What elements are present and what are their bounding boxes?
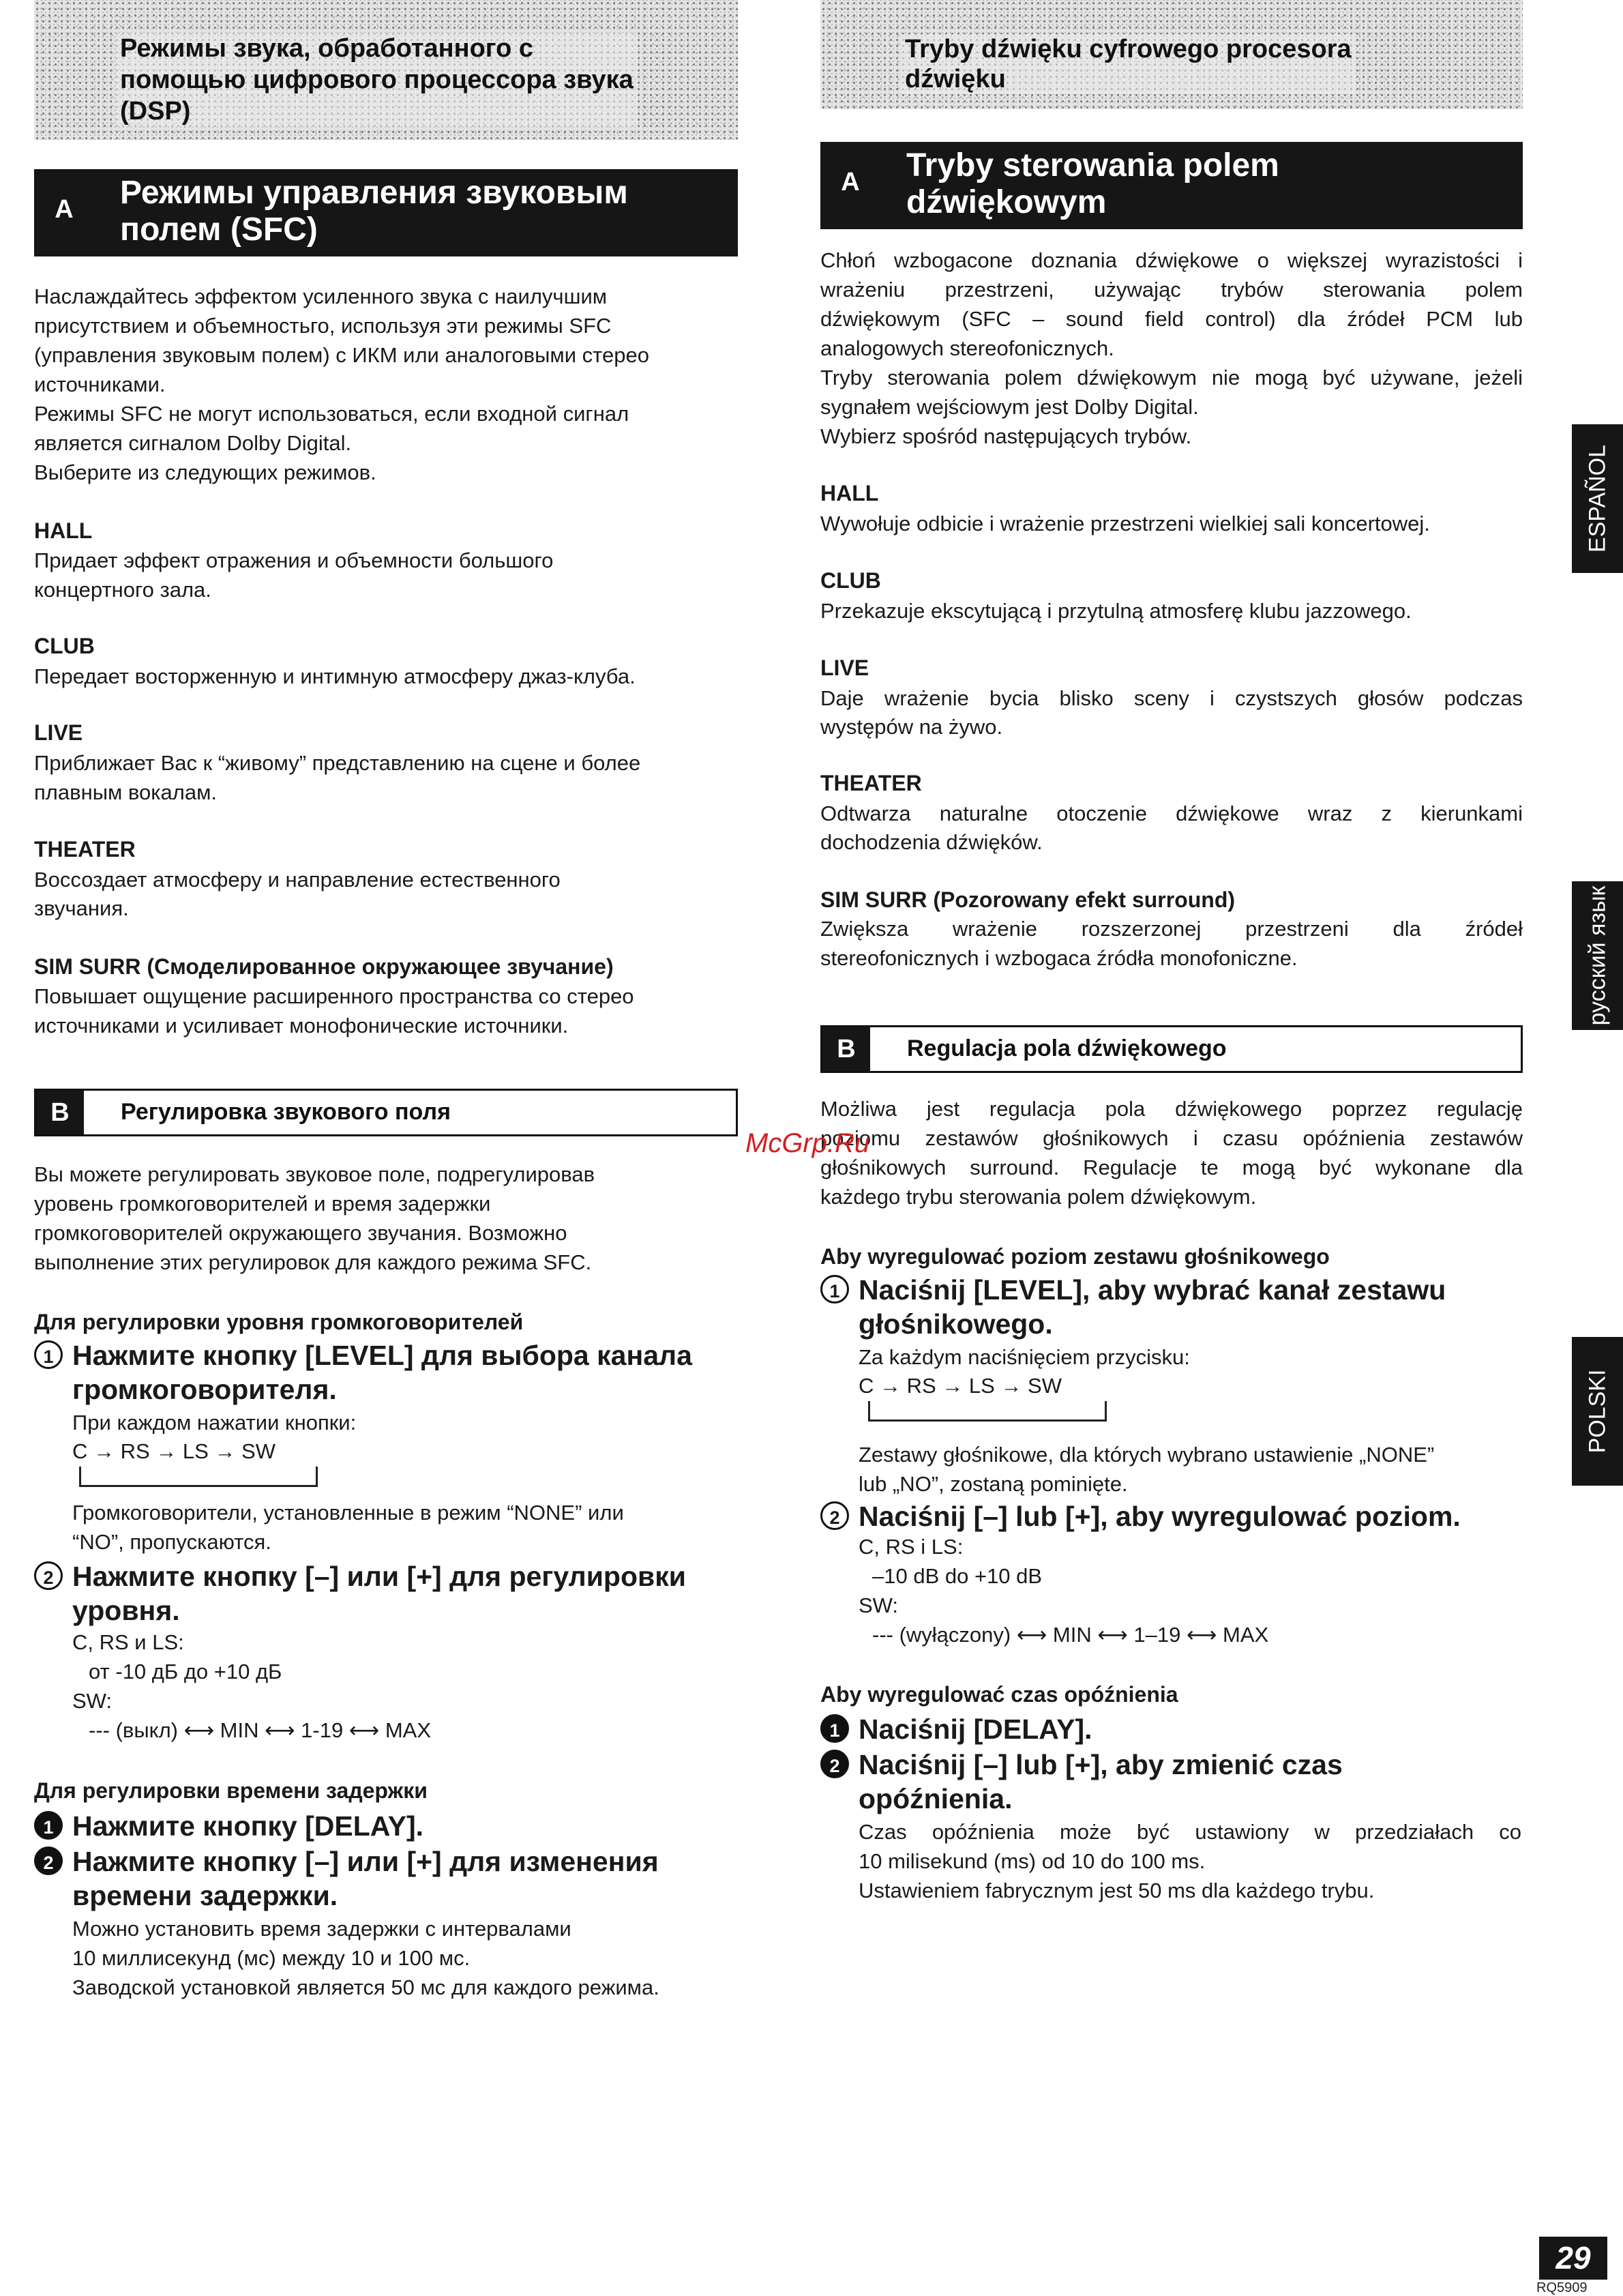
mode-desc: Придает эффект отражения и объемности большого [34,548,554,572]
mode-name: LIVE [34,720,83,745]
mode-desc: плавным вокалам. [34,780,218,804]
step-text: Можно установить время задержки с интервалами [72,1917,571,1941]
step-text: --- (выкл) ⟷ MIN ⟷ 1-19 ⟷ MAX [89,1718,432,1742]
section-a-header-ru [34,169,738,256]
level-heading: Для регулировки уровня громкоговорителей [34,1310,524,1334]
mode-name: CLUB [34,634,95,658]
intro-line: Режимы SFC не могут использоваться, если входной сигнал [34,402,629,426]
delay-step-1: 1 Нажмите кнопку [DELAY]. [34,1809,423,1843]
step-text: 10 milisekund (ms) od 10 do 100 ms. [859,1849,1206,1873]
delay-step-1: 1 Naciśnij [DELAY]. [820,1712,1092,1746]
dsp-banner-pl [820,0,1523,109]
step-text: C, RS i LS: [859,1535,964,1559]
step-text: от -10 дБ до +10 дБ [89,1660,282,1683]
section-a-title: Режимы управления звуковым полем (SFC) [120,175,628,248]
mode-name: LIVE [820,656,869,680]
language-tab-polski: POLSKI [1572,1337,1623,1486]
step-note: lub „NO”, zostaną pominięte. [859,1472,1128,1496]
intro-line: sygnałem wejściowym jest Dolby Digital. [820,395,1199,419]
step-number: 2 [34,1561,63,1590]
step-text: –10 dB do +10 dB [872,1564,1043,1588]
b-intro-line: Możliwa jest regulacja pola dźwiękowego poprzez regulację [820,1097,1523,1121]
section-b-letter: B [822,1027,870,1071]
step-number: 1 [820,1714,849,1743]
intro-line: Wybierz spośród następujących trybów. [820,424,1192,448]
mode-desc: dochodzenia dźwięków. [820,830,1043,854]
mode-desc: stereofonicznych i wzbogaca źródła monofoniczne. [820,946,1298,970]
level-step-2: 2 Naciśnij [–] lub [+], aby wyregulować poziom. [820,1499,1461,1533]
sequence-loop-arrow [868,1401,1107,1422]
level-step-1: 1 Naciśnij [LEVEL], aby wybrać kanał zestawu głośnikowego. [820,1273,1446,1341]
intro-line: Tryby sterowania polem dźwiękowym nie mogą być używane, jeżeli [820,366,1523,389]
mode-desc: Daje wrażenie bycia blisko sceny i czystszych głosów podczas [820,686,1523,710]
delay-step-2: 2 Нажмите кнопку [–] или [+] для изменения времени задержки. [34,1844,659,1913]
step-text: 10 миллисекунд (мс) между 10 и 100 мс. [72,1946,471,1970]
mode-desc: звучания. [34,896,129,920]
step-number: 1 [820,1275,849,1304]
intro-line: источниками. [34,372,166,396]
section-b-letter: B [36,1091,84,1134]
step-text: SW: [72,1689,112,1713]
page-number: 29 [1539,2237,1607,2280]
channel-sequence: C → RS → LS → SW [859,1374,1062,1398]
mode-name: SIM SURR (Pozorowany efekt surround) [820,887,1236,912]
mode-desc: występów na żywo. [820,715,1003,739]
step-text: Za każdym naciśnięciem przycisku: [859,1345,1190,1369]
mode-desc: Передает восторженную и интимную атмосферу джаз-клуба. [34,664,636,688]
b-intro-line: głośnikowych surround. Regulacje te mogą być wykonane dla [820,1156,1523,1179]
language-tab-espanol: ESPAÑOL [1572,424,1623,573]
step-note: “NO”, пропускаются. [72,1530,271,1554]
mode-desc: Wywołuje odbicie i wrażenie przestrzeni wielkiej sali koncertowej. [820,512,1430,535]
intro-line: присутствием и объемностьго, используя эти режимы SFC [34,314,612,338]
mode-name: CLUB [820,568,881,593]
intro-line: (управления звуковым полем) с ИКМ или аналоговыми стерео [34,343,649,367]
b-intro-line: każdego trybu sterowania polem dźwiękowym. [820,1185,1257,1209]
mode-name: THEATER [820,771,922,795]
intro-line: Выберите из следующих режимов. [34,460,376,484]
intro-line: является сигналом Dolby Digital. [34,431,352,455]
section-a-letter: A [841,168,860,196]
delay-step-2: 2 Naciśnij [–] lub [+], aby zmienić czas opóźnienia. [820,1748,1343,1816]
banner-title-ru: Режимы звука, обработанного с помощью цифрового процессора звука (DSP) [116,33,638,127]
channel-sequence: C → RS → LS → SW [72,1439,276,1463]
step-text: Ustawieniem fabrycznym jest 50 ms dla każdego trybu. [859,1879,1375,1902]
mode-name: SIM SURR (Смоделированное окружающее звучание) [34,954,614,979]
level-step-2: 2 Нажмите кнопку [–] или [+] для регулировки уровня. [34,1559,686,1628]
delay-heading: Для регулировки времени задержки [34,1778,428,1803]
intro-line: analogowych stereofonicznych. [820,336,1114,360]
sequence-loop-arrow [79,1467,318,1487]
step-number: 1 [34,1811,63,1840]
section-b-header-pl [820,1025,1523,1073]
step-note: Zestawy głośnikowe, dla których wybrano ustawienie „NONE” [859,1443,1435,1467]
step-number: 2 [820,1750,849,1778]
section-b-title: Regulacja pola dźwiękowego [907,1035,1227,1061]
step-text: --- (wyłączony) ⟷ MIN ⟷ 1–19 ⟷ MAX [872,1623,1269,1647]
mode-name: HALL [34,518,93,543]
watermark: McGrp.Ru [745,1128,870,1158]
mode-desc: Воссоздает атмосферу и направление естественного [34,868,561,892]
b-intro-line: poziomu zestawów głośnikowych i czasu opóźnienia zestawów [820,1126,1523,1150]
mode-name: HALL [820,481,879,505]
dsp-banner-ru [34,0,738,140]
step-number: 1 [34,1340,63,1369]
banner-title-pl: Tryby dźwięku cyfrowego procesora dźwięku [901,34,1356,94]
step-text: C, RS и LS: [72,1630,184,1654]
language-tab-russian: русский язык [1572,881,1623,1030]
step-text: SW: [859,1593,898,1617]
step-number: 2 [34,1846,63,1875]
mode-desc: Приближает Вас к “живому” представлению на сцене и более [34,751,641,775]
mode-desc: концертного зала. [34,578,211,602]
delay-heading: Aby wyregulować czas opóźnienia [820,1682,1178,1707]
document-code: RQ5909 [1536,2280,1588,2295]
intro-line: Наслаждайтесь эффектом усиленного звука с наилучшим [34,284,608,308]
section-b-header-ru [34,1089,738,1136]
section-a-title: Tryby sterowania polem dźwiękowym [906,147,1279,220]
step-number: 2 [820,1501,849,1530]
intro-line: Chłoń wzbogacone doznania dźwiękowe o większej wyrazistości i [820,248,1523,272]
section-a-header-pl [820,142,1523,229]
b-intro-line: громкоговорителей окружающего звучания. Возможно [34,1221,567,1245]
mode-desc: Odtwarza naturalne otoczenie dźwiękowe wraz z kierunkami [820,801,1523,825]
level-heading: Aby wyregulować poziom zestawu głośnikowego [820,1244,1330,1269]
step-text: Заводской установкой является 50 мс для каждого режима. [72,1975,659,1999]
step-text: При каждом нажатии кнопки: [72,1411,357,1434]
mode-name: THEATER [34,837,136,862]
b-intro-line: уровень громкоговорителей и время задержки [34,1192,491,1216]
mode-desc: Повышает ощущение расширенного пространства со стерео [34,984,634,1008]
step-note: Громкоговорители, установленные в режим “NONE” или [72,1501,624,1525]
intro-line: wrażeniu przestrzeni, używając trybów sterowania polem [820,278,1523,301]
b-intro-line: Вы можете регулировать звуковое поле, подрегулировав [34,1162,595,1186]
intro-line: dźwiękowym (SFC – sound field control) dla źródeł PCM lub [820,307,1523,331]
section-b-title: Регулировка звукового поля [121,1099,451,1125]
mode-desc: источниками и усиливает монофонические источники. [34,1014,569,1037]
section-a-letter: A [55,195,74,224]
mode-desc: Zwiększa wrażenie rozszerzonej przestrzeni dla źródeł [820,917,1523,941]
mode-desc: Przekazuje ekscytującą i przytulną atmosferę klubu jazzowego. [820,599,1412,623]
level-step-1: 1 Нажмите кнопку [LEVEL] для выбора канала громкоговорителя. [34,1338,692,1407]
step-text: Czas opóźnienia może być ustawiony w przedziałach co [859,1820,1521,1844]
b-intro-line: выполнение этих регулировок для каждого режима SFC. [34,1250,592,1274]
